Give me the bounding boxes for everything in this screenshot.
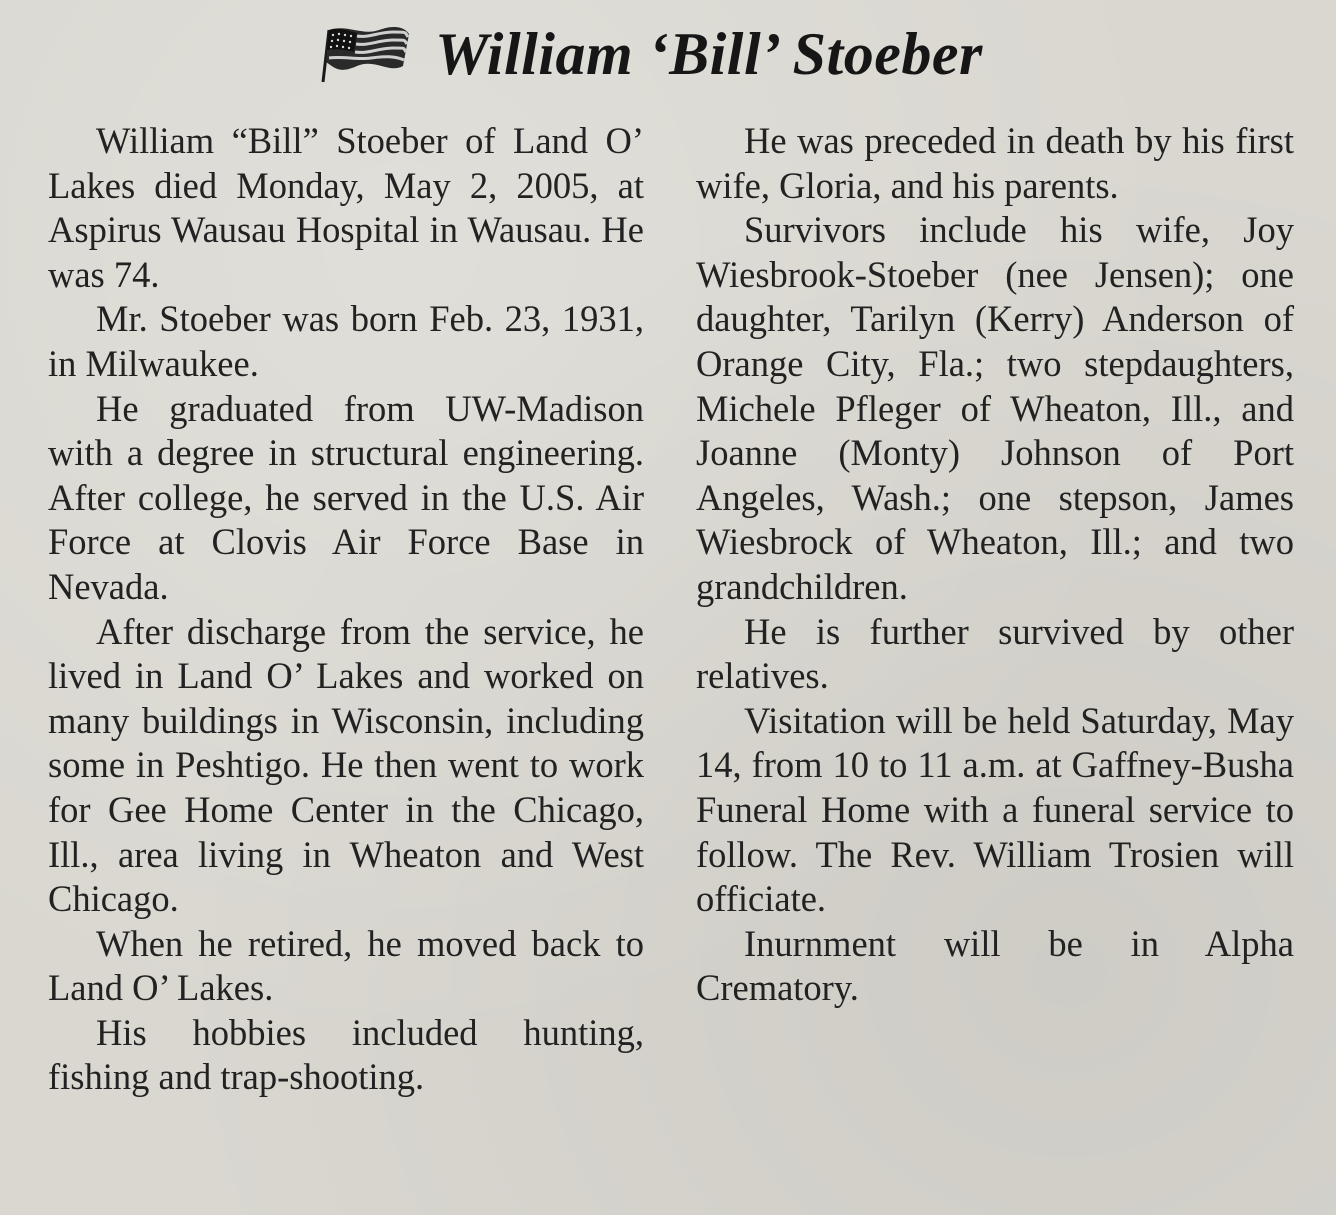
- paragraph-preceded-in-death: He was preceded in death by his first wife, Gloria, and his parents.: [696, 120, 1294, 206]
- paragraph-birth: Mr. Stoeber was born Feb. 23, 1931, in Milwaukee.: [48, 298, 644, 384]
- paragraph-inurnment: Inurnment will be in Alpha Crematory.: [696, 922, 1294, 1009]
- paragraph-retirement: When he retired, he moved back to Land O’ Lakes.: [48, 922, 644, 1009]
- paragraph-death-notice: William “Bill” Stoeber of Land O’ Lakes died Monday, May 2, 2005, at Aspirus Wausau Hospital in Wausau. He was 74.: [48, 120, 644, 295]
- paragraph-career: After discharge from the service, he lived in Land O’ Lakes and worked on many buildings in Wisconsin, including some in Peshtigo. He then went to work for Gee Home Center in the Chicago, Ill., area living in Wheaton and West Chicago.: [48, 610, 644, 920]
- paragraph-other-relatives: He is further survived by other relatives.: [696, 610, 1294, 697]
- paragraph-hobbies: His hobbies included hunting, fishing and trap-shooting.: [48, 1011, 644, 1098]
- right-column: [696, 119, 1294, 1011]
- paragraph-survivors: Survivors include his wife, Joy Wiesbrook-Stoeber (nee Jensen); one daughter, Tarilyn (Kerry) Anderson of Orange City, Fla.; two stepdaughters, Michele Pfleger of Wheaton, Ill., and Joanne (Monty) Johnson of Port Angeles, Wash.; one stepson, James Wiesbrock of Wheaton, Ill.; and two grandchildren.: [696, 209, 1294, 607]
- paragraph-visitation: Visitation will be held Saturday, May 14, from 10 to 11 a.m. at Gaffney-Busha Funeral Home with a funeral service to follow. The Rev. William Trosien will officiate.: [696, 699, 1294, 920]
- american-flag-icon: [317, 22, 413, 86]
- paragraph-education: He graduated from UW-Madison with a degree in structural engineering. After college, he served in the U.S. Air Force at Clovis Air Force Base in Nevada.: [48, 387, 644, 607]
- obituary-title: William ‘Bill’ Stoeber: [435, 20, 983, 87]
- obituary-header: [0, 8, 1336, 100]
- left-column: [48, 119, 644, 1100]
